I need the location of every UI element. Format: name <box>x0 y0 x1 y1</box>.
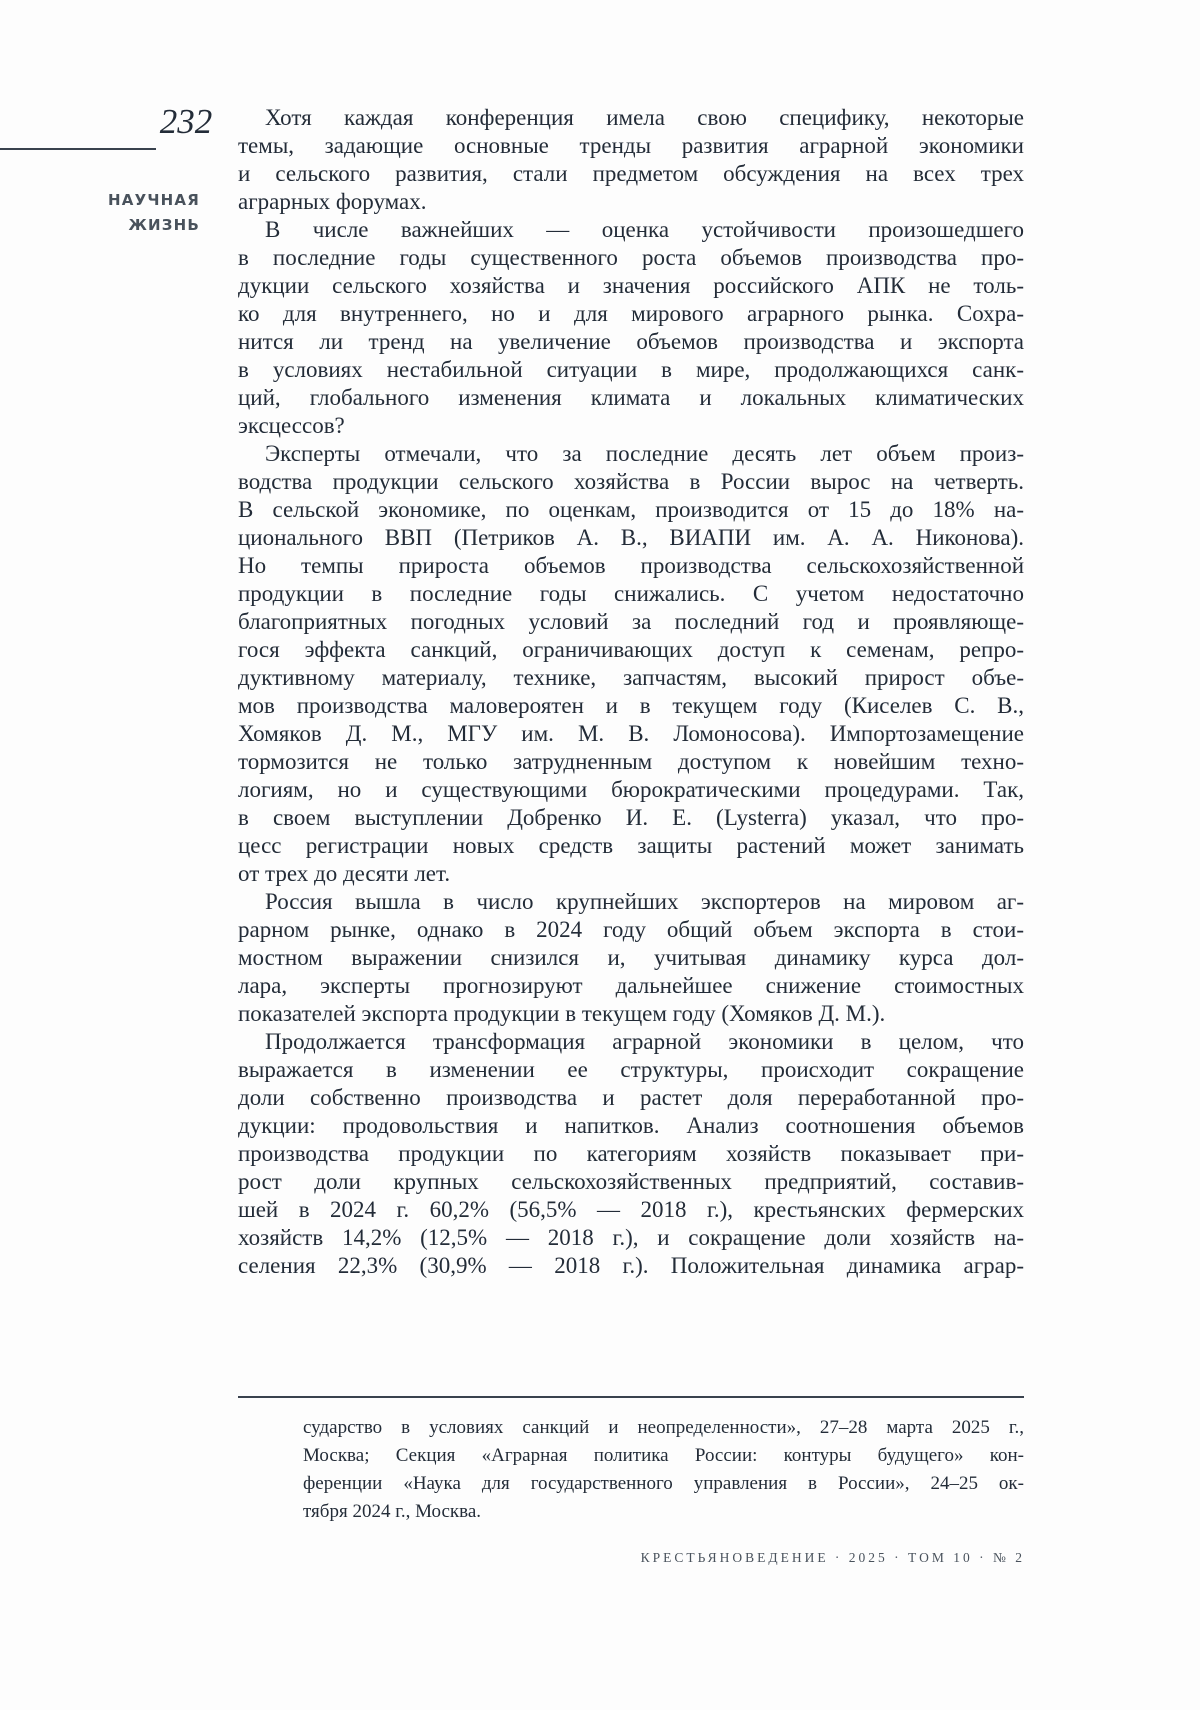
text-line: производства продукции по категориям хозяйств показывает при- <box>238 1141 1024 1166</box>
text-line: сударство в условиях санкций и неопределенности», 27–28 марта 2025 г., <box>303 1417 1024 1438</box>
text-line: шей в 2024 г. 60,2% (56,5% — 2018 г.), крестьянских фермерских <box>238 1197 1024 1222</box>
text-line: селения 22,3% (30,9% — 2018 г.). Положительная динамика аграр- <box>238 1253 1024 1278</box>
text-line: выражается в изменении ее структуры, происходит сокращение <box>238 1057 1024 1082</box>
page-number: 232 <box>159 102 213 141</box>
article-body <box>238 104 1024 1280</box>
text-line: рарном рынке, однако в 2024 году общий объем экспорта в стои- <box>238 917 1024 942</box>
text-line: тября 2024 г., Москва. <box>303 1501 482 1522</box>
text-line: цесс регистрации новых средств защиты растений может занимать <box>238 833 1024 858</box>
text-line: мов производства маловероятен и в текущем году (Киселев С. В., <box>238 693 1024 718</box>
footnote <box>303 1414 1024 1526</box>
text-line: от трех до десяти лет. <box>238 861 451 886</box>
paragraph <box>303 1414 1024 1526</box>
paragraph <box>238 888 1024 1028</box>
text-line: ференции «Наука для государственного управления в России», 24–25 ок- <box>303 1473 1024 1494</box>
section-label-line-1: НАУЧНАЯ <box>108 191 200 209</box>
text-line: В числе важнейших — оценка устойчивости произошедшего <box>265 217 1024 242</box>
text-line: дукции сельского хозяйства и значения российского АПК не толь- <box>238 273 1024 298</box>
text-line: благоприятных погодных условий за последний год и проявляюще- <box>238 609 1024 634</box>
header-rule <box>0 148 156 150</box>
text-line: показателей экспорта продукции в текущем году (Хомяков Д. М.). <box>238 1001 886 1026</box>
text-line: эксцессов? <box>238 413 345 438</box>
paragraph <box>238 1028 1024 1280</box>
text-line: хозяйств 14,2% (12,5% — 2018 г.), и сокращение доли хозяйств на- <box>238 1225 1024 1250</box>
text-line: ко для внутреннего, но и для мирового аграрного рынка. Сохра- <box>238 301 1024 326</box>
text-line: дукции: продовольствия и напитков. Анализ соотношения объемов <box>238 1113 1024 1138</box>
text-line: Эксперты отмечали, что за последние десять лет объем произ- <box>265 441 1024 466</box>
text-line: Хотя каждая конференция имела свою специфику, некоторые <box>265 105 1024 130</box>
text-line: Россия вышла в число крупнейших экспортеров на мировом аг- <box>265 889 1024 914</box>
text-line: аграрных форумах. <box>238 189 427 214</box>
text-line: нится ли тренд на увеличение объемов производства и экспорта <box>238 329 1024 354</box>
text-line: гося эффекта санкций, ограничивающих доступ к семенам, репро- <box>238 637 1024 662</box>
paragraph <box>238 104 1024 216</box>
text-line: дуктивному материалу, технике, запчастям, высокий прирост объе- <box>238 665 1024 690</box>
text-line: логиям, но и существующими бюрократическими процедурами. Так, <box>238 777 1024 802</box>
text-line: ций, глобального изменения климата и локальных климатических <box>238 385 1024 410</box>
text-line: тормозится не только затрудненным доступом к новейшим техно- <box>238 749 1024 774</box>
text-line: В сельской экономике, по оценкам, производится от 15 до 18% на- <box>238 497 1024 522</box>
text-line: в последние годы существенного роста объемов производства про- <box>238 245 1024 270</box>
text-line: Продолжается трансформация аграрной экономики в целом, что <box>265 1029 1024 1054</box>
section-label-line-2: ЖИЗНЬ <box>128 216 200 234</box>
running-footer: КРЕСТЬЯНОВЕДЕНИЕ · 2025 · ТОМ 10 · № 2 <box>640 1550 1025 1565</box>
text-line: мостном выражении снизился и, учитывая динамику курса дол- <box>238 945 1024 970</box>
text-line: доли собственно производства и растет доля переработанной про- <box>238 1085 1024 1110</box>
text-line: в условиях нестабильной ситуации в мире, продолжающихся санк- <box>238 357 1024 382</box>
text-line: темы, задающие основные тренды развития аграрной экономики <box>238 133 1024 158</box>
paragraph <box>238 216 1024 440</box>
text-line: лара, эксперты прогнозируют дальнейшее снижение стоимостных <box>238 973 1024 998</box>
text-line: и сельского развития, стали предметом обсуждения на всех трех <box>238 161 1024 186</box>
text-line: рост доли крупных сельскохозяйственных предприятий, составив- <box>238 1169 1024 1194</box>
text-line: Но темпы прироста объемов производства сельскохозяйственной <box>238 553 1024 578</box>
text-line: Москва; Секция «Аграрная политика России: контуры будущего» кон- <box>303 1445 1024 1466</box>
paragraph <box>238 440 1024 888</box>
text-line: в своем выступлении Добренко И. Е. (Lysterra) указал, что про- <box>238 805 1024 830</box>
text-line: водства продукции сельского хозяйства в России вырос на четверть. <box>238 469 1024 494</box>
text-line: Хомяков Д. М., МГУ им. М. В. Ломоносова). Импортозамещение <box>238 721 1024 746</box>
text-line: ционального ВВП (Петриков А. В., ВИАПИ им. А. А. Никонова). <box>238 525 1024 550</box>
footnote-rule <box>238 1396 1024 1398</box>
section-label <box>40 188 200 238</box>
text-line: продукции в последние годы снижались. С учетом недостаточно <box>238 581 1024 606</box>
